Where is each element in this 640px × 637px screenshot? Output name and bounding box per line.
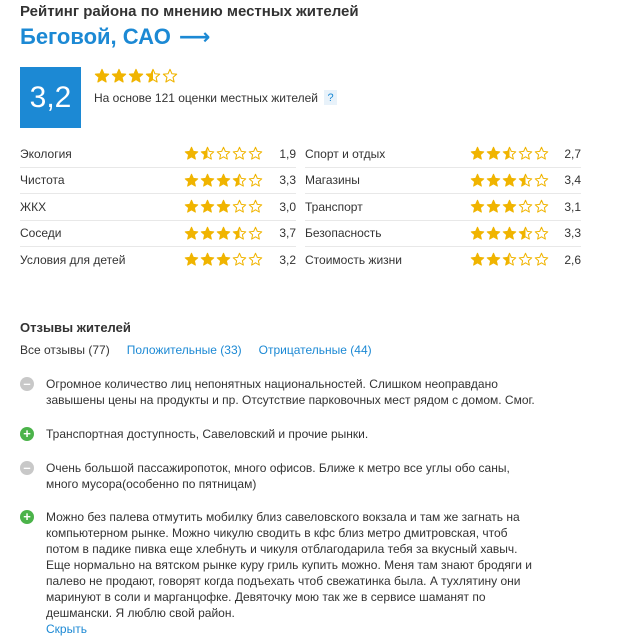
star-icon bbox=[184, 252, 199, 267]
rating-label: Экология bbox=[20, 146, 72, 161]
star-icon bbox=[248, 173, 263, 188]
rating-row bbox=[305, 167, 581, 194]
star-icon bbox=[162, 68, 178, 84]
rating-value: 3,3 bbox=[279, 173, 296, 188]
rating-label: Соседи bbox=[20, 226, 62, 241]
star-icon bbox=[518, 173, 533, 188]
star-icon bbox=[486, 226, 501, 241]
star-icon bbox=[470, 252, 485, 267]
rating-row bbox=[20, 141, 296, 167]
tab-negative-reviews[interactable]: Отрицательные (44) bbox=[258, 343, 372, 357]
star-icon bbox=[248, 199, 263, 214]
overall-score: 3,2 bbox=[20, 67, 81, 128]
minus-icon: – bbox=[20, 377, 34, 391]
rating-label: Спорт и отдых bbox=[305, 146, 386, 161]
minus-icon: – bbox=[20, 461, 34, 475]
district-name[interactable]: Беговой, САО bbox=[20, 24, 171, 49]
review-text: Транспортная доступность, Савеловский и прочие рынки. bbox=[46, 427, 369, 441]
star-icon bbox=[486, 146, 501, 161]
ratings-left bbox=[20, 141, 296, 273]
star-icon bbox=[232, 146, 247, 161]
rating-basis-text: На основе 121 оценки местных жителей bbox=[94, 90, 319, 105]
star-icon bbox=[248, 226, 263, 241]
reviews-title: Отзывы жителей bbox=[20, 320, 131, 335]
rating-label: Условия для детей bbox=[20, 252, 126, 267]
star-icon bbox=[232, 199, 247, 214]
star-icon bbox=[534, 226, 549, 241]
page-title: Рейтинг района по мнению местных жителей bbox=[20, 3, 359, 20]
star-icon bbox=[502, 173, 517, 188]
star-icon bbox=[94, 68, 110, 84]
star-icon bbox=[534, 146, 549, 161]
star-icon bbox=[184, 146, 199, 161]
star-icon bbox=[216, 252, 231, 267]
rating-label: Чистота bbox=[20, 173, 65, 188]
overall-stars bbox=[94, 68, 179, 84]
plus-icon: + bbox=[20, 427, 34, 441]
star-icon bbox=[145, 68, 161, 84]
star-icon bbox=[200, 199, 215, 214]
star-icon bbox=[216, 226, 231, 241]
star-icon bbox=[470, 199, 485, 214]
rating-label: Магазины bbox=[305, 173, 360, 188]
review-text: Огромное количество лиц непонятных национальностей. Слишком неоправдано завышены цены на продукты и пр. Отсутствие парковочных мест рядом с домом. Смог. bbox=[46, 377, 535, 407]
rating-value: 3,7 bbox=[279, 226, 296, 241]
rating-stars bbox=[184, 146, 264, 161]
ratings-right bbox=[305, 141, 581, 273]
rating-stars bbox=[470, 252, 550, 267]
star-icon bbox=[518, 146, 533, 161]
rating-stars bbox=[184, 252, 264, 267]
rating-stars bbox=[184, 173, 264, 188]
star-icon bbox=[518, 252, 533, 267]
star-icon bbox=[502, 199, 517, 214]
rating-row bbox=[20, 167, 296, 194]
rating-value: 1,9 bbox=[279, 146, 296, 161]
rating-value: 2,6 bbox=[564, 252, 581, 267]
rating-value: 3,2 bbox=[279, 252, 296, 267]
star-icon bbox=[200, 252, 215, 267]
district-link[interactable] bbox=[20, 24, 210, 50]
plus-icon: + bbox=[20, 510, 34, 524]
rating-label: ЖКХ bbox=[20, 199, 47, 214]
rating-stars bbox=[470, 173, 550, 188]
star-icon bbox=[502, 226, 517, 241]
rating-value: 3,3 bbox=[564, 226, 581, 241]
rating-stars bbox=[470, 226, 550, 241]
star-icon bbox=[248, 252, 263, 267]
rating-value: 2,7 bbox=[564, 146, 581, 161]
star-icon bbox=[486, 199, 501, 214]
star-icon bbox=[232, 173, 247, 188]
star-icon bbox=[216, 199, 231, 214]
rating-value: 3,4 bbox=[564, 173, 581, 188]
hide-review-link[interactable]: Скрыть bbox=[46, 622, 87, 636]
rating-row bbox=[305, 246, 581, 273]
rating-label: Безопасность bbox=[305, 226, 382, 241]
review-tabs bbox=[20, 343, 389, 357]
star-icon bbox=[534, 252, 549, 267]
star-icon bbox=[200, 226, 215, 241]
rating-row bbox=[305, 193, 581, 220]
star-icon bbox=[232, 252, 247, 267]
rating-label: Транспорт bbox=[305, 199, 363, 214]
rating-stars bbox=[184, 226, 264, 241]
rating-row bbox=[305, 141, 581, 167]
star-icon bbox=[184, 173, 199, 188]
star-icon bbox=[470, 146, 485, 161]
rating-stars bbox=[470, 199, 550, 214]
review-text-block bbox=[46, 509, 540, 637]
review-item bbox=[20, 426, 540, 442]
star-icon bbox=[534, 173, 549, 188]
rating-value: 3,0 bbox=[279, 199, 296, 214]
star-icon bbox=[184, 199, 199, 214]
star-icon bbox=[518, 226, 533, 241]
review-text: Очень большой пассажиропоток, много офисов. Ближе к метро все углы обо саны, много мусора(особенно по пятницам) bbox=[46, 461, 510, 491]
star-icon bbox=[111, 68, 127, 84]
star-icon bbox=[128, 68, 144, 84]
star-icon bbox=[502, 252, 517, 267]
star-icon bbox=[486, 173, 501, 188]
star-icon bbox=[518, 199, 533, 214]
help-icon[interactable]: ? bbox=[324, 90, 337, 105]
star-icon bbox=[248, 146, 263, 161]
star-icon bbox=[184, 226, 199, 241]
rating-basis bbox=[94, 90, 337, 105]
star-icon bbox=[486, 252, 501, 267]
star-icon bbox=[200, 173, 215, 188]
rating-value: 3,1 bbox=[564, 199, 581, 214]
rating-row bbox=[20, 246, 296, 273]
arrow-right-icon[interactable]: ⟶ bbox=[178, 24, 211, 49]
review-text: Можно без палева отмутить мобилку близ савеловского вокзала и там же загнать на компьютерном рынке. Можно чикулю сводить в кфс близ метро дмитровская, чтоб потом в падике пивка еще хлебнуть и чикуля отблагодарила тебя за вкусный хавыч. Еще нормально на вятском рынке куру гриль купить можно. Меня там знают бродяги и палево не продают, говорят когда подъехать чтоб свежатинка была. А тухлятину они маринуют в соли и марганцофке. Девяточку мою так же в сервисе шаманят по дешмански. Я люблю свой район. bbox=[46, 510, 532, 620]
star-icon bbox=[502, 146, 517, 161]
star-icon bbox=[470, 173, 485, 188]
star-icon bbox=[216, 146, 231, 161]
star-icon bbox=[200, 146, 215, 161]
review-item bbox=[20, 460, 540, 492]
rating-stars bbox=[470, 146, 550, 161]
review-item bbox=[20, 509, 540, 637]
tab-positive-reviews[interactable]: Положительные (33) bbox=[126, 343, 242, 357]
tab-all-reviews[interactable]: Все отзывы (77) bbox=[20, 343, 110, 357]
rating-row bbox=[20, 193, 296, 220]
star-icon bbox=[216, 173, 231, 188]
rating-stars bbox=[184, 199, 264, 214]
star-icon bbox=[534, 199, 549, 214]
rating-label: Стоимость жизни bbox=[305, 252, 402, 267]
rating-row bbox=[305, 220, 581, 247]
star-icon bbox=[470, 226, 485, 241]
review-item bbox=[20, 376, 540, 408]
star-icon bbox=[232, 226, 247, 241]
rating-row bbox=[20, 220, 296, 247]
